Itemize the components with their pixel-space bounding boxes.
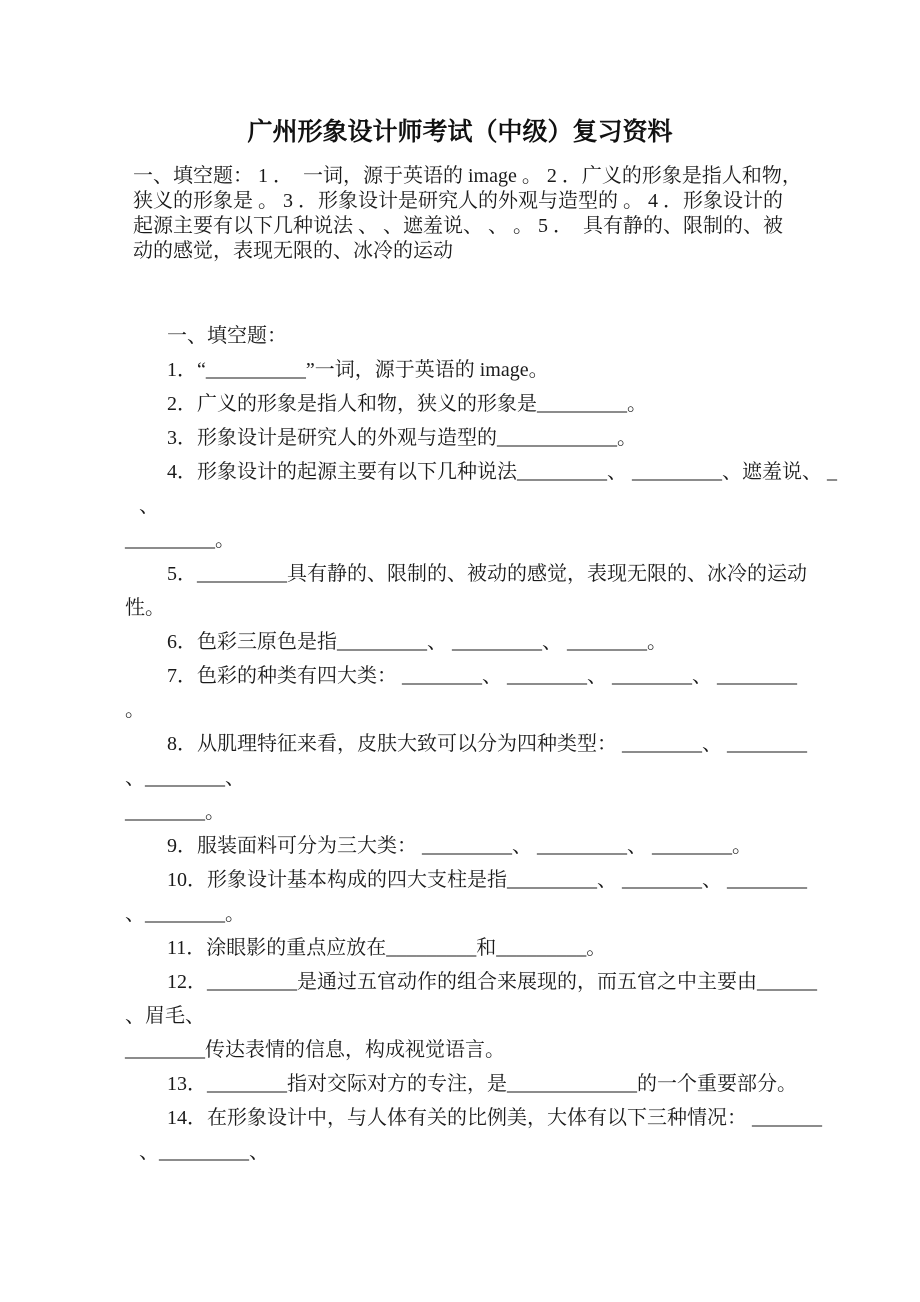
list-item-12-cont: 、眉毛、 [125,1005,205,1027]
list-item-11: 11．涂眼影的重点应放在_________和_________。 [167,937,607,959]
list-item-4: 4．形象设计的起源主要有以下几种说法_________、 _________、遮羞说、 _ [167,461,837,483]
list-item-8-cont: ________。 [125,801,225,823]
list-item-4-cont: 、 [139,495,159,517]
list-item-10: 10．形象设计基本构成的四大支柱是指_________、 ________、 ________ [167,869,807,891]
fill-blank-question-list [125,319,837,1169]
list-item-13: 13．________指对交际对方的专注，是_____________的一个重要部分。 [167,1073,797,1095]
list-item-10-cont: 、________。 [125,903,245,925]
list-item-7: 7．色彩的种类有四大类： ________、 ________、 ________、 ________ [167,665,797,687]
list-item-6: 6．色彩三原色是指_________、 _________、 ________。 [167,631,667,653]
intro-line: 一、填空题： 1 ． 一词，源于英语的 image 。 2 ．广义的形象是指人和物， [133,165,802,187]
list-item-2: 2．广义的形象是指人和物，狭义的形象是_________。 [167,393,647,415]
list-item-14: 14．在形象设计中，与人体有关的比例美，大体有以下三种情况： _______ [167,1107,822,1129]
list-item-5: 5．_________具有静的、限制的、被动的感觉，表现无限的、冰冷的运动 [167,563,807,585]
list-item-5-cont: 性。 [125,597,165,619]
list-item-3: 3．形象设计是研究人的外观与造型的____________。 [167,427,637,449]
list-item-4-cont: _________。 [125,529,235,551]
list-item-9: 9．服装面料可分为三大类： _________、 _________、 ________。 [167,835,752,857]
list-item-14-cont: 、_________、 [139,1141,269,1163]
intro-paragraph [133,164,803,264]
document-title: 广州形象设计师考试（中级）复习资料 [247,119,673,146]
list-item-7-cont: 。 [125,699,145,721]
intro-line: 起源主要有以下几种说法 、 、遮羞说、 、 。 5 ． 具有静的、限制的、被 [133,215,783,237]
list-item-8: 8．从肌理特征来看，皮肤大致可以分为四种类型： ________、 ________ [167,733,807,755]
intro-line: 动的感觉，表现无限的、冰冷的运动 [133,240,453,262]
list-item-8-cont: 、________、 [125,767,245,789]
list-item-12: 12．_________是通过五官动作的组合来展现的，而五官之中主要由______ [167,971,817,993]
list-item-12-cont: ________传达表情的信息，构成视觉语言。 [125,1039,505,1061]
list-section-heading: 一、填空题： [167,325,287,347]
list-item-1: 1．“__________”一词，源于英语的 image。 [167,359,549,381]
intro-line: 狭义的形象是 。 3 ．形象设计是研究人的外观与造型的 。 4 ．形象设计的 [133,190,783,212]
